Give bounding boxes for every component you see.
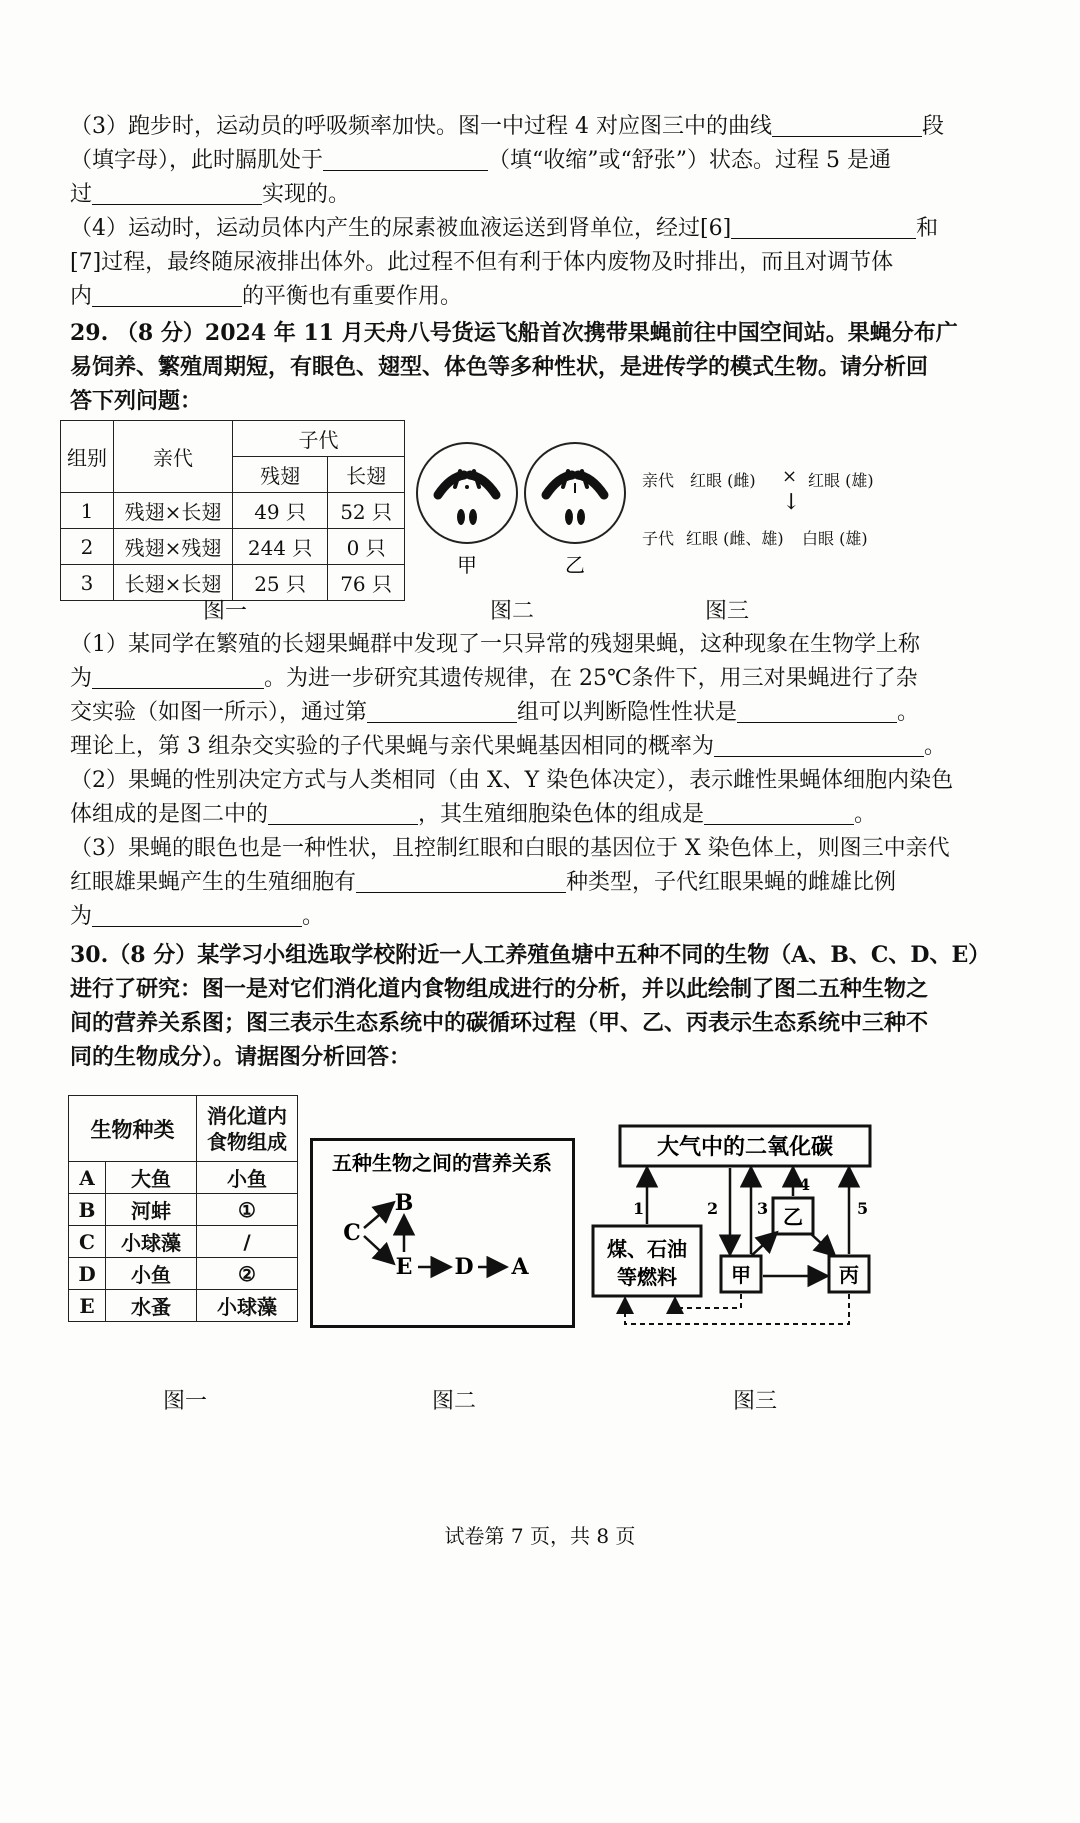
answer-blank [92,666,264,689]
text: 种类型，子代红眼果蝇的雌雄比例 [566,870,897,895]
text: 。 [302,904,325,929]
cell: B [69,1194,106,1226]
cross-symbol: × [782,466,798,487]
cell: D [69,1258,106,1290]
label-yi: 乙 [565,553,585,577]
q30-intro-3: 间的营养关系图；图三表示生态系统中的碳循环过程（甲、乙、丙表示生态系统中三种不 [70,1010,929,1036]
header-food-line1: 消化道内 [207,1103,287,1128]
text: 的平衡也有重要作用。 [242,284,463,309]
q29-intro-1: 29. （8 分）2024 年 11 月天舟八号货运飞船首次携带果蝇前往中国空间站。果蝇分布广 [70,320,958,346]
cell: ② [197,1258,298,1290]
q29-caption-3: 图三 [705,599,750,624]
text: 为 [70,666,93,691]
cell: 244 只 [233,529,328,565]
cell: 25 只 [233,565,328,601]
table-row [61,493,405,529]
answer-blank [731,216,916,239]
table-row [69,1194,298,1226]
q29-p1-line3 [70,698,1015,728]
arrow-jia-yi [751,1234,775,1256]
text: 过 [70,182,93,207]
q29-caption-2: 图二 [490,599,535,624]
text: 实现的。 [262,182,351,207]
table-row [61,529,405,565]
cell: 小鱼 [197,1162,298,1194]
header-food-line2: 食物组成 [207,1129,287,1154]
answer-blank [772,114,922,137]
cell: 水蚤 [106,1290,197,1322]
text: 和 [916,216,939,241]
text: 。 [854,802,877,827]
text: 为 [70,904,93,929]
text: ，其生殖细胞染色体的组成是 [418,802,705,827]
arrow-c-e [364,1236,392,1262]
fuel-label-2: 等燃料 [617,1265,677,1289]
cell-jia [417,443,517,543]
text: 红眼雄果蝇产生的生殖细胞有 [70,870,357,895]
arrow-yi-bing [811,1234,833,1254]
text: 内 [70,284,93,309]
q29-caption-1: 图一 [203,599,248,624]
arrow-c-b [364,1204,392,1228]
q29-intro-3: 答下列问题： [70,388,203,414]
table-row [69,1258,298,1290]
q29-p1-line2 [70,664,1015,694]
node-c: C [343,1220,361,1246]
q30-caption-1: 图一 [163,1389,208,1414]
node-e: E [395,1254,413,1280]
cell: / [197,1226,298,1258]
cell: 2 [61,529,114,565]
bing-label: 丙 [839,1263,859,1287]
table-row [69,1290,298,1322]
text: 。 [897,700,920,725]
q28-p4-line2: [7]过程，最终随尿液排出体外。此过程不但有利于体内废物及时排出，而且对调节体 [70,250,894,275]
q30-intro-2: 进行了研究：图一是对它们消化道内食物组成进行的分析，并以此绘制了图二五种生物之 [70,976,929,1002]
answer-blank [737,700,897,723]
q30-fig3-carbon-cycle [585,1118,885,1348]
label-3: 3 [757,1199,769,1218]
header-species: 生物种类 [69,1096,197,1162]
text: 。 [924,734,947,759]
q28-p3-line2 [70,146,1015,176]
text: 组可以判断隐性性状是 [517,700,738,725]
cell: ① [197,1194,298,1226]
cell: 残翅×长翅 [114,493,233,529]
cell: C [69,1226,106,1258]
cell: 小鱼 [106,1258,197,1290]
header-food [197,1096,298,1162]
cell: 0 只 [328,529,405,565]
food-web-title: 五种生物之间的营养关系 [332,1151,552,1175]
label-1: 1 [633,1199,645,1218]
cell: 49 只 [233,493,328,529]
page-footer: 试卷第 7 页，共 8 页 [444,1524,636,1548]
q29-p1-line4 [70,732,1015,762]
cell: 76 只 [328,565,405,601]
header-long: 长翅 [328,457,405,493]
q29-p2-line2 [70,800,1015,830]
answer-blank [356,870,566,893]
text: 段 [921,114,944,139]
q28-p3-line3 [70,180,1015,210]
text: （填“收缩”或“舒张”）状态。过程 5 是通 [488,148,891,173]
table-row [69,1226,298,1258]
q29-intro-2: 易饲养、繁殖周期短，有眼色、翅型、体色等多种性状，是进传学的模式生物。请分析回 [70,354,929,380]
node-d: D [454,1254,474,1280]
text: 体组成的是图二中的 [70,802,269,827]
child-white: 白眼 (雄) [802,529,868,548]
q29-p3-line1: （3）果蝇的眼色也是一种性状，且控制红眼和白眼的基因位于 X 染色体上，则图三中亲代 [70,836,950,861]
q29-p2-line1: （2）果蝇的性别决定方式与人类相同（由 X、Y 染色体决定），表示雌性果蝇体细胞内染色 [70,768,954,793]
answer-blank [92,284,242,307]
answer-blank [367,700,517,723]
text: 。为进一步研究其遗传规律，在 25℃条件下，用三对果蝇进行了杂 [264,666,918,691]
label-jia: 甲 [457,553,477,577]
answer-blank [323,148,488,171]
q28-p3-line1 [70,112,1015,142]
q28-p4-line1 [70,214,1015,244]
table-row [69,1162,298,1194]
label-2: 2 [707,1199,719,1218]
label-4: 4 [799,1175,811,1194]
node-a: A [511,1254,529,1280]
cell: 1 [61,493,114,529]
cell: 大鱼 [106,1162,197,1194]
text: （填字母），此时膈肌处于 [70,148,324,173]
cell: 小球藻 [197,1290,298,1322]
yi-label: 乙 [783,1205,803,1229]
jia-label: 甲 [731,1263,751,1287]
text: （4）运动时，运动员体内产生的尿素被血液运送到肾单位，经过[6] [70,216,732,241]
q29-fig3-cross [642,468,882,578]
q30-intro-4: 同的生物成分）。请据图分析回答： [70,1044,412,1070]
q29-p3-line3 [70,902,1015,932]
q29-p1-line1: （1）某同学在繁殖的长翅果蝇群中发现了一只异常的残翅果蝇，这种现象在生物学上称 [70,632,920,657]
text: 交实验（如图一所示），通过第 [70,700,368,725]
q28-p4-line3 [70,282,1015,312]
q29-fig2-chromosomes [410,435,630,585]
answer-blank [714,734,924,757]
q29-table [60,420,405,601]
q30-intro-1: 30.（8 分）某学习小组选取学校附近一人工养殖鱼塘中五种不同的生物（A、B、C、D、E） [70,942,991,968]
fuel-label-1: 煤、石油 [607,1237,687,1261]
q30-caption-2: 图二 [432,1389,477,1414]
text: （3）跑步时，运动员的呼吸频率加快。图一中过程 4 对应图三中的曲线 [70,114,772,139]
cell: 52 只 [328,493,405,529]
atmosphere-label: 大气中的二氧化碳 [656,1134,834,1160]
parent-male: 红眼 (雄) [808,471,874,490]
cell: E [69,1290,106,1322]
cell: A [69,1162,106,1194]
q30-caption-3: 图三 [733,1389,778,1414]
parent-label: 亲代 [642,471,675,490]
cell: 残翅×残翅 [114,529,233,565]
cell: 河蚌 [106,1194,197,1226]
q30-fig2-food-web [310,1138,575,1328]
header-parent: 亲代 [114,421,233,493]
answer-blank [92,904,302,927]
q30-table [68,1095,298,1322]
q29-p3-line2 [70,868,1015,898]
node-b: B [394,1190,414,1216]
label-5: 5 [857,1199,869,1218]
cell: 3 [61,565,114,601]
cell: 长翅×长翅 [114,565,233,601]
header-vestigial: 残翅 [233,457,328,493]
answer-blank [704,802,854,825]
arrow-down-icon: ↓ [782,490,801,515]
child-red: 红眼 (雌、雄) [686,529,784,548]
header-offspring: 子代 [233,421,405,457]
answer-blank [268,802,418,825]
answer-blank [92,182,262,205]
text: 理论上，第 3 组杂交实验的子代果蝇与亲代果蝇基因相同的概率为 [70,734,714,759]
cell-yi [525,443,625,543]
header-group: 组别 [61,421,114,493]
cell: 小球藻 [106,1226,197,1258]
parent-female: 红眼 (雌) [690,471,756,490]
child-label: 子代 [642,529,675,548]
